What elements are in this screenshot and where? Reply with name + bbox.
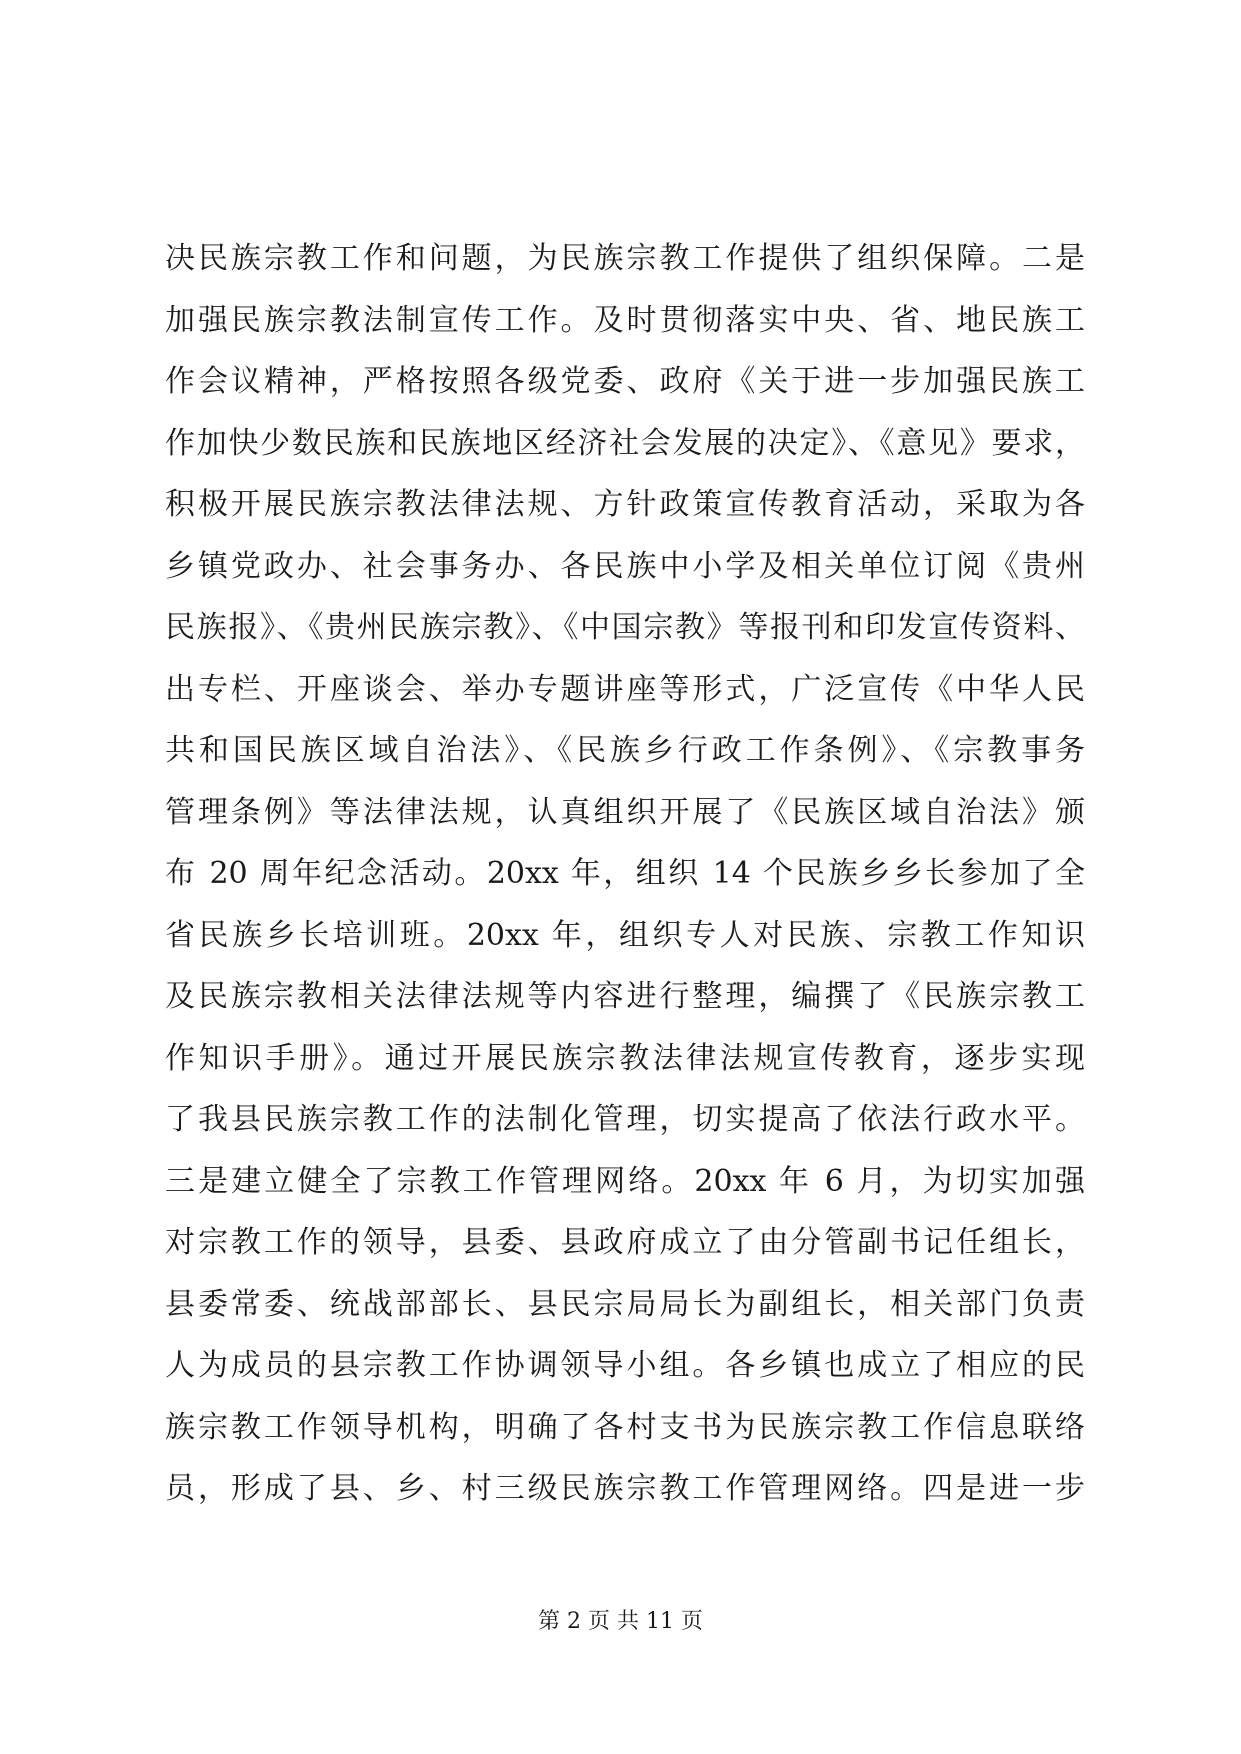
text-line: 员，形成了县、乡、村三级民族宗教工作管理网络。四是进一步: [165, 1471, 1085, 1506]
text-line: 作会议精神，严格按照各级党委、政府《关于进一步加强民族工: [165, 364, 1085, 399]
page-number-label: 第 2 页 共 11 页: [538, 1609, 703, 1634]
text-line: 及民族宗教相关法律法规等内容进行整理，编撰了《民族宗教工: [165, 979, 1085, 1014]
text-line: 省民族乡长培训班。20xx 年，组织专人对民族、宗教工作知识: [165, 917, 1085, 953]
text-line: 管理条例》等法律法规，认真组织开展了《民族区域自治法》颁: [165, 794, 1085, 830]
text-line: 加强民族宗教法制宣传工作。及时贯彻落实中央、省、地民族工: [165, 302, 1085, 338]
text-line: 三是建立健全了宗教工作管理网络。20xx 年 6 月，为切实加强: [165, 1163, 1085, 1199]
text-line: 族宗教工作领导机构，明确了各村支书为民族宗教工作信息联络: [165, 1409, 1085, 1445]
text-line: 了我县民族宗教工作的法制化管理，切实提高了依法行政水平。: [165, 1102, 1085, 1137]
text-line: 对宗教工作的领导，县委、县政府成立了由分管副书记任组长，: [165, 1225, 1085, 1260]
text-line: 积极开展民族宗教法律法规、方针政策宣传教育活动，采取为各: [165, 487, 1085, 522]
body-paragraph: [165, 228, 1085, 1520]
page-footer: [0, 1604, 1241, 1635]
text-line: 民族报》、《贵州民族宗教》、《中国宗教》等报刊和印发宣传资料、: [165, 610, 1085, 645]
text-line: 乡镇党政办、社会事务办、各民族中小学及相关单位订阅《贵州: [165, 548, 1085, 584]
text-line: 作知识手册》。通过开展民族宗教法律法规宣传教育，逐步实现: [165, 1040, 1085, 1076]
text-line: 共和国民族区域自治法》、《民族乡行政工作条例》、《宗教事务: [165, 733, 1085, 768]
text-line: 作加快少数民族和民族地区经济社会发展的决定》、《意见》要求，: [165, 425, 1085, 461]
text-line: 布 20 周年纪念活动。20xx 年，组织 14 个民族乡乡长参加了全: [165, 856, 1085, 891]
text-line: 县委常委、统战部部长、县民宗局局长为副组长，相关部门负责: [165, 1286, 1085, 1322]
text-line: 出专栏、开座谈会、举办专题讲座等形式，广泛宣传《中华人民: [165, 671, 1085, 707]
text-line: 人为成员的县宗教工作协调领导小组。各乡镇也成立了相应的民: [165, 1348, 1085, 1383]
text-line: 决民族宗教工作和问题，为民族宗教工作提供了组织保障。二是: [165, 241, 1085, 276]
